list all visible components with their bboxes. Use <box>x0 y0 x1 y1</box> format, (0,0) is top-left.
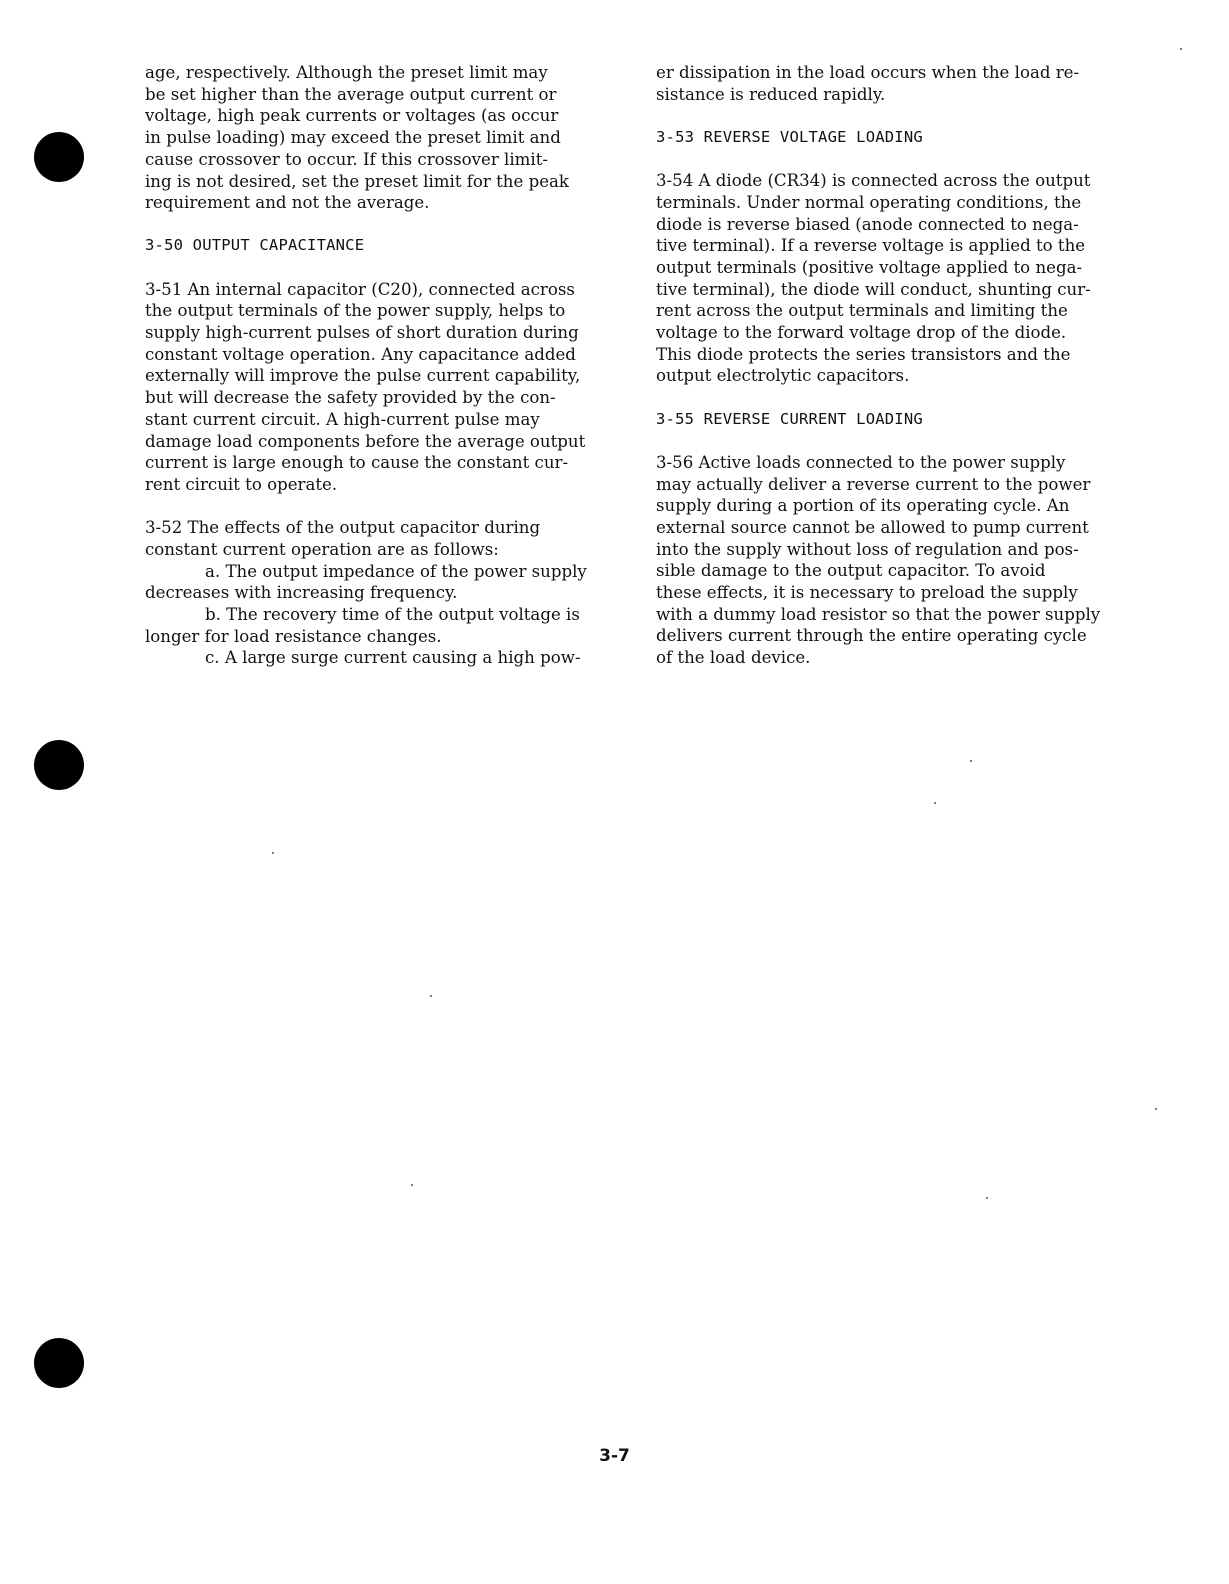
text-line: rent circuit to operate. <box>145 474 338 494</box>
text-line: 3-54 A diode (CR34) is connected across the output <box>656 171 1091 191</box>
text-line: external source cannot be allowed to pump current <box>656 517 1089 537</box>
section-heading-3-53: 3-53 REVERSE VOLTAGE LOADING <box>656 127 923 146</box>
right-column <box>656 62 1132 669</box>
text-line: but will decrease the safety provided by the con- <box>145 388 556 408</box>
text-line: damage load components before the average output <box>145 431 586 451</box>
text-line: 3-56 Active loads connected to the power supply <box>656 452 1066 472</box>
page-number: 3-7 <box>599 1446 630 1466</box>
scan-speck <box>430 995 432 997</box>
section-heading-3-50: 3-50 OUTPUT CAPACITANCE <box>145 236 365 255</box>
text-line: tive terminal). If a reverse voltage is applied to the <box>656 236 1086 256</box>
text-line: with a dummy load resistor so that the power supply <box>656 604 1101 624</box>
text-line: may actually deliver a reverse current to the power <box>656 474 1091 494</box>
text-line: in pulse loading) may exceed the preset limit and <box>145 128 561 148</box>
list-item-c: c. A large surge current causing a high pow- <box>205 648 581 668</box>
text-line: constant current operation are as follows: <box>145 539 499 559</box>
paragraph-3-51 <box>145 279 615 496</box>
text-line: 3-52 The effects of the output capacitor during <box>145 518 541 538</box>
text-line: voltage, high peak currents or voltages (as occur <box>145 106 559 126</box>
text-line: externally will improve the pulse current capability, <box>145 366 581 386</box>
text-line: stant current circuit. A high-current pulse may <box>145 409 540 429</box>
scan-speck <box>986 1197 988 1199</box>
text-line: constant voltage operation. Any capacitance added <box>145 344 576 364</box>
text-line: current is large enough to cause the constant cur- <box>145 453 569 473</box>
text-line: diode is reverse biased (anode connected to nega- <box>656 214 1079 234</box>
text-line: longer for load resistance changes. <box>145 626 442 646</box>
binder-hole-bottom <box>34 1338 84 1388</box>
text-line: ing is not desired, set the preset limit for the peak <box>145 171 569 191</box>
text-line: supply high-current pulses of short duration during <box>145 323 579 343</box>
paragraph-3-54 <box>656 170 1132 387</box>
text-line: supply during a portion of its operating cycle. An <box>656 496 1070 516</box>
binder-hole-middle <box>34 740 84 790</box>
text-line: output electrolytic capacitors. <box>656 366 910 386</box>
text-line: sistance is reduced rapidly. <box>656 84 886 104</box>
paragraph-continuation <box>145 62 615 214</box>
text-line: requirement and not the average. <box>145 193 430 213</box>
text-line: sible damage to the output capacitor. To avoid <box>656 561 1046 581</box>
text-line: terminals. Under normal operating conditions, the <box>656 192 1082 212</box>
text-line: tive terminal), the diode will conduct, shunting cur- <box>656 279 1091 299</box>
list-item-a: a. The output impedance of the power supply <box>205 561 587 581</box>
text-line: the output terminals of the power supply, helps to <box>145 301 566 321</box>
text-line: 3-51 An internal capacitor (C20), connected across <box>145 279 575 299</box>
text-line: er dissipation in the load occurs when the load re- <box>656 63 1080 82</box>
text-line: rent across the output terminals and limiting the <box>656 301 1068 321</box>
list-item-b: b. The recovery time of the output voltage is <box>205 604 580 624</box>
scan-speck <box>1180 48 1182 50</box>
text-line: delivers current through the entire operating cycle <box>656 626 1087 646</box>
text-line: cause crossover to occur. If this crossover limit- <box>145 149 548 169</box>
text-line: these effects, it is necessary to preload the supply <box>656 583 1078 603</box>
text-line: of the load device. <box>656 648 811 668</box>
paragraph-continuation-c <box>656 62 1132 105</box>
scan-speck <box>934 802 936 804</box>
left-column <box>145 62 615 669</box>
text-line: output terminals (positive voltage applied to nega- <box>656 257 1083 277</box>
paragraph-3-56 <box>656 452 1132 669</box>
text-line: be set higher than the average output current or <box>145 84 557 104</box>
scan-speck <box>272 852 274 854</box>
text-line: into the supply without loss of regulation and pos- <box>656 539 1079 559</box>
scan-speck <box>411 1184 413 1186</box>
binder-hole-top <box>34 132 84 182</box>
scan-speck <box>970 760 972 762</box>
text-line: This diode protects the series transistors and the <box>656 344 1071 364</box>
text-line: decreases with increasing frequency. <box>145 583 458 603</box>
scan-speck <box>1155 1108 1157 1110</box>
text-line: age, respectively. Although the preset limit may <box>145 63 548 82</box>
section-heading-3-55: 3-55 REVERSE CURRENT LOADING <box>656 409 923 428</box>
text-line: voltage to the forward voltage drop of the diode. <box>656 323 1067 343</box>
paragraph-3-52 <box>145 517 615 669</box>
